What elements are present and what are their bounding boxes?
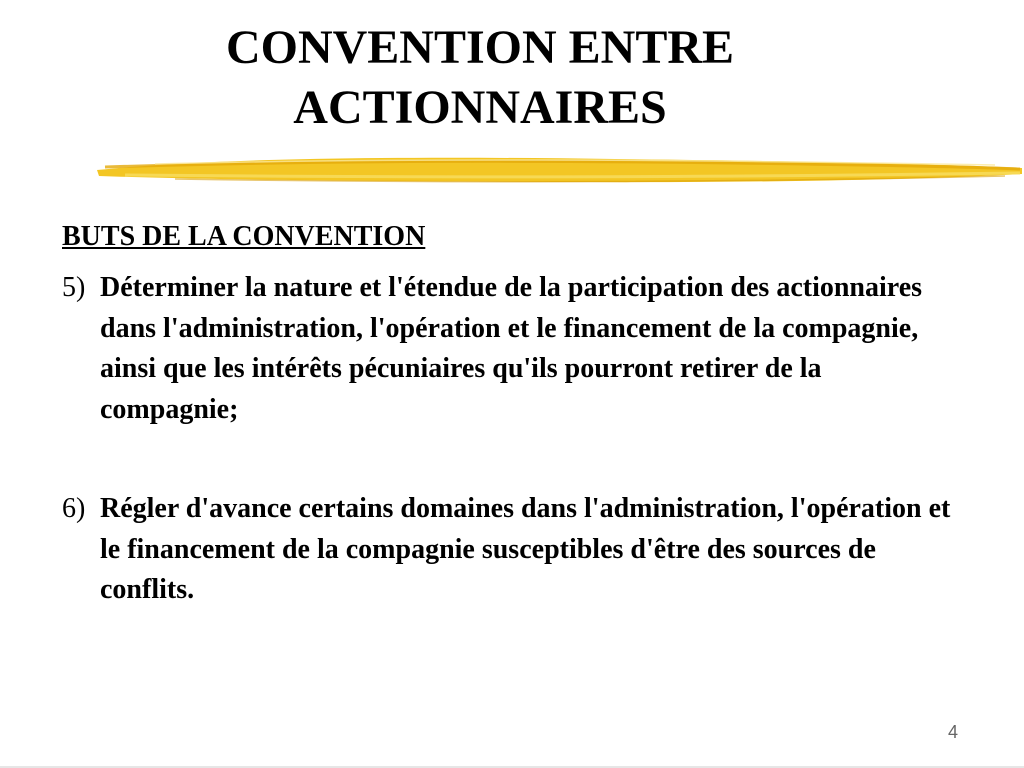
list-item (62, 489, 962, 611)
section-heading: BUTS DE LA CONVENTION (62, 221, 426, 252)
title-line-2: ACTIONNAIRES (293, 81, 667, 134)
title-line-1: CONVENTION ENTRE (225, 21, 735, 74)
slide-title (0, 18, 960, 138)
list-item-number: 5) (62, 272, 86, 303)
list-item-number: 6) (62, 493, 86, 524)
list-item-text: Déterminer la nature et l'étendue de la participation des actionnaires dans l'administration, l'opération et le financement de la compagnie, ainsi que les intérêts pécuniaires qu'ils pourront retirer de la compagnie; (100, 272, 923, 425)
list-item (62, 268, 962, 430)
page-number: 4 (947, 722, 958, 742)
title-underline-brush-stroke (95, 150, 1024, 190)
list-item-text: Régler d'avance certains domaines dans l'administration, l'opération et le financement de la compagnie susceptibles d'être des sources de conflits. (100, 493, 951, 605)
objectives-list (62, 268, 962, 611)
